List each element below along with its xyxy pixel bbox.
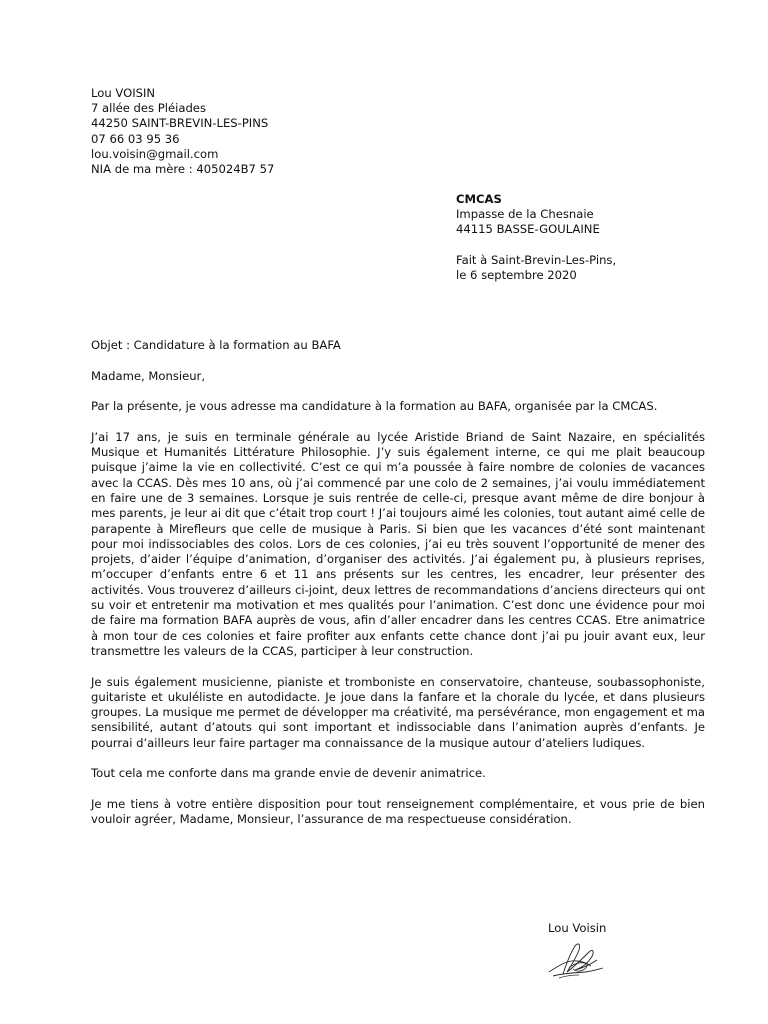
- paragraph-closing: Je me tiens à votre entière disposition pour tout renseignement complémentaire, et vous prie de bien vouloir agréer, Madame, Monsieur, l’assurance de ma respectueuse considération.: [91, 796, 705, 827]
- recipient-city: 44115 BASSE-GOULAINE: [456, 222, 600, 237]
- handwritten-signature: [545, 938, 607, 980]
- sender-name: Lou VOISIN: [91, 86, 156, 100]
- recipient-street: Impasse de la Chesnaie: [456, 207, 594, 222]
- paragraph-music: Je suis également musicienne, pianiste et tromboniste en conservatoire, chanteuse, soubassophoniste, guitariste et ukuléliste en autodidacte. Je joue dans la fanfare et la chorale du lycée, et dans plusieurs groupes. La musique me permet de développer ma créativité, ma persévérance, mon engagement et ma sensibilité, autant d’atouts qui sont important et indissociable dans l’animation auprès d’enfants. Je pourrai d’ailleurs leur faire partager ma connaissance de la musique autour d’ateliers ludiques.: [91, 674, 705, 750]
- sender-nia: NIA de ma mère : 405024B7 57: [91, 162, 275, 177]
- letter-place: Fait à Saint-Brevin-Les-Pins,: [456, 252, 617, 267]
- sender-email: lou.voisin@gmail.com: [91, 146, 219, 161]
- paragraph-motivation: Tout cela me conforte dans ma grande envie de devenir animatrice.: [91, 766, 486, 781]
- recipient-name: CMCAS: [456, 192, 502, 206]
- sender-street: 7 allée des Pléiades: [91, 101, 206, 116]
- signature-name: Lou Voisin: [548, 921, 607, 935]
- sender-phone: 07 66 03 95 36: [91, 131, 180, 146]
- letter-date: le 6 septembre 2020: [456, 268, 577, 282]
- sender-city: 44250 SAINT-BREVIN-LES-PINS: [91, 116, 269, 131]
- recipient-block: [456, 192, 616, 283]
- sender-block: [91, 86, 274, 177]
- paragraph-experience: J’ai 17 ans, je suis en terminale générale au lycée Aristide Briand de Saint Nazaire, en spécialités Musique et Humanités Littérature Philosophie. J’y suis également interne, ce qui me plait beaucoup puisque j’aime la vie en collectivité. C’est ce qui m’a poussée à faire nombre de colonies de vacances avec la CCAS. Dès mes 10 ans, où j’ai commencé par une colo de 2 semaines, j’ai voulu immédiatement en faire une de 3 semaines. Lorsque je suis rentrée de celle-ci, presque avant même de dire bonjour à mes parents, je leur ai dit que c’était trop court ! J’ai toujours aimé les colonies, tout autant aimé celle de parapente à Mirefleurs que celle de musique à Paris. Si bien que les vacances d’été sont maintenant pour moi indissociables des colos. Lors de ces colonies, j’ai eu très souvent l’opportunité de mener des projets, d’aider l’équipe d’animation, d’organiser des activités. J’ai également pu, à plusieurs reprises, m’occuper d’enfants entre 6 et 11 ans présents sur les centres, les encadrer, leur présenter des activités. Vous trouverez d’ailleurs ci-joint, deux lettres de recommandations d’anciens directeurs qui ont su voir et entretenir ma motivation et mes qualités pour l’animation. C’est donc une évidence pour moi de faire ma formation BAFA auprès de vous, afin d’aller encadrer dans les centres CCAS. Etre animatrice à mon tour de ces colonies et faire profiter aux enfants cette chance dont j’ai pu jouir avant eux, leur transmettre les valeurs de la CCAS, participer à leur construction.: [91, 429, 706, 658]
- letter-salutation: Madame, Monsieur,: [91, 368, 206, 383]
- letter-subject: Objet : Candidature à la formation au BAFA: [91, 338, 341, 352]
- letter-body: [91, 338, 705, 828]
- paragraph-intro: Par la présente, je vous adresse ma candidature à la formation au BAFA, organisée par la CMCAS.: [91, 399, 658, 414]
